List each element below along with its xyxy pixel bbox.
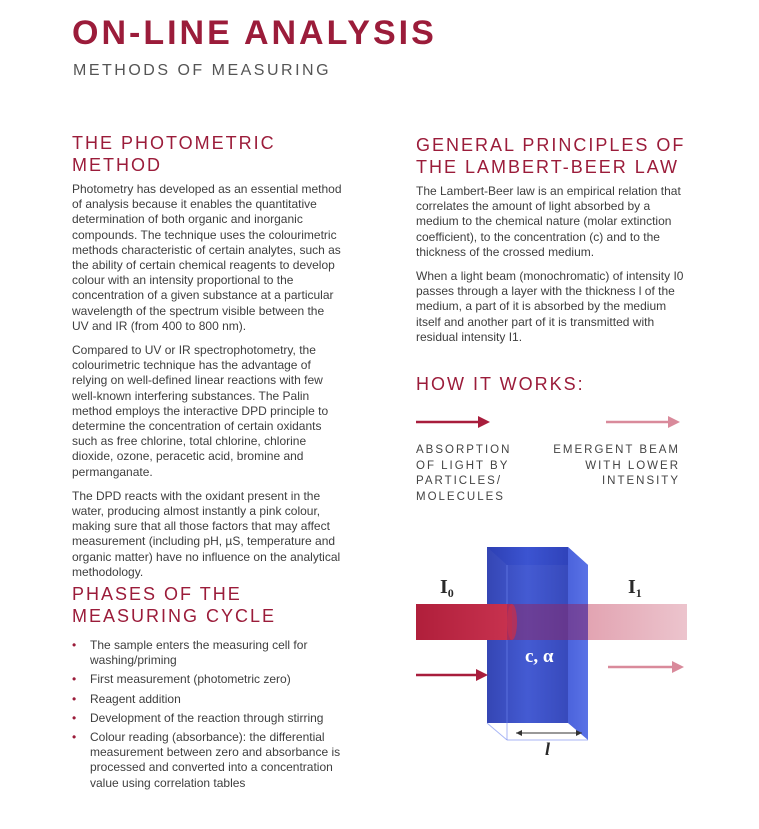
emergent-arrow-icon (606, 416, 680, 428)
list-item-text: Colour reading (absorbance): the differential measurement between zero and absorbance is processed and converted into a concentration value using correlation tables (90, 730, 341, 790)
measuring-cell (487, 547, 588, 740)
caption-line: ABSORPTION (416, 444, 512, 456)
page-subtitle: METHODS OF MEASURING (73, 62, 332, 79)
caption-line: OF LIGHT BY (416, 459, 510, 472)
bullet-icon: • (72, 691, 77, 706)
i1-label: $I_1$ (628, 576, 642, 600)
caption-line: PARTICLES/ (416, 475, 503, 487)
lambert-beer-paragraph: When a light beam (monochromatic) of intensity I0 passes through a layer with the thickness l of the medium, a part of it is absorbed by the medium itself and another part of it is transmitted with residual intensity I1. (416, 269, 684, 344)
medium-label: c, α (525, 646, 554, 667)
beam-entry-face (507, 604, 517, 640)
lambert-beer-heading-line1: GENERAL PRINCIPLES OF (416, 135, 686, 155)
incident-beam (416, 604, 512, 640)
list-item-text: The sample enters the measuring cell for washing/priming (90, 638, 308, 668)
transmitted-arrow-icon (608, 661, 684, 673)
caption-line: INTENSITY (601, 475, 680, 487)
bullet-icon: • (72, 710, 77, 725)
bullet-icon: • (72, 638, 77, 652)
absorption-arrow-icon (416, 416, 490, 428)
incident-arrow-icon (416, 669, 488, 681)
i0-label: $I_0$ (440, 576, 454, 600)
caption-line: MOLECULES (416, 490, 505, 503)
list-item-text: First measurement (photometric zero) (90, 672, 291, 687)
photometric-heading-line2: METHOD (72, 155, 162, 175)
how-it-works-heading: HOW IT WORKS: (416, 374, 585, 394)
list-item-text: Reagent addition (90, 691, 181, 706)
bullet-icon: • (72, 672, 77, 687)
thickness-dimension-icon (516, 730, 582, 736)
bullet-icon: • (72, 730, 77, 745)
emergent-beam (585, 604, 687, 640)
page-title: ON-LINE ANALYSIS (72, 14, 437, 52)
thickness-label: l (545, 739, 551, 759)
caption-line: WITH LOWER (585, 459, 680, 472)
photometric-heading-line1: THE PHOTOMETRIC (72, 133, 276, 153)
lambert-beer-heading-line2: THE LAMBERT-BEER LAW (416, 157, 680, 177)
list-item-text: Development of the reaction through stirring (90, 710, 324, 725)
lambert-beer-paragraph: The Lambert-Beer law is an empirical relation that correlates the amount of light absorbed by a medium to the chemical nature (molar extinction coefficient), to the concentration (c) and to the thickness of the crossed medium. (416, 184, 681, 259)
phases-heading-line1: PHASES OF THE (72, 584, 242, 604)
caption-line: EMERGENT BEAM (553, 444, 680, 456)
beam-in-cell (507, 604, 588, 640)
phases-heading-line2: MEASURING CYCLE (72, 606, 277, 626)
photometric-paragraph: The DPD reacts with the oxidant present in the water, producing almost instantly a pink colour, making sure that all those factors that may affect measurement (including pH, µS, temperature and organic matter) have no influence on the analytical methodology. (72, 488, 341, 579)
photometric-paragraph: Photometry has developed as an essential method of analysis because it enables the quantitative determination of both organic and inorganic compounds. The technique uses the colourimetric methods characteristic of certain analytes, such as the ability of certain chemical reagents to develop colour with an intensity proportional to the concentration of a given substance at a particular wavelength of the spectrum visible between the UV and IR (from 400 to 800 nm). (72, 182, 342, 333)
photometric-paragraph: Compared to UV or IR spectrophotometry, the colourimetric technique has the advantage of relying on well-defined linear reactions with few well-known interfering substances. The Palin method employs the interactive DPD principle to determine the concentration of certain oxidants such as free chlorine, total chlorine, chlorine dioxide, ozone, peracetic acid, bromine and permanganate. (72, 343, 329, 479)
